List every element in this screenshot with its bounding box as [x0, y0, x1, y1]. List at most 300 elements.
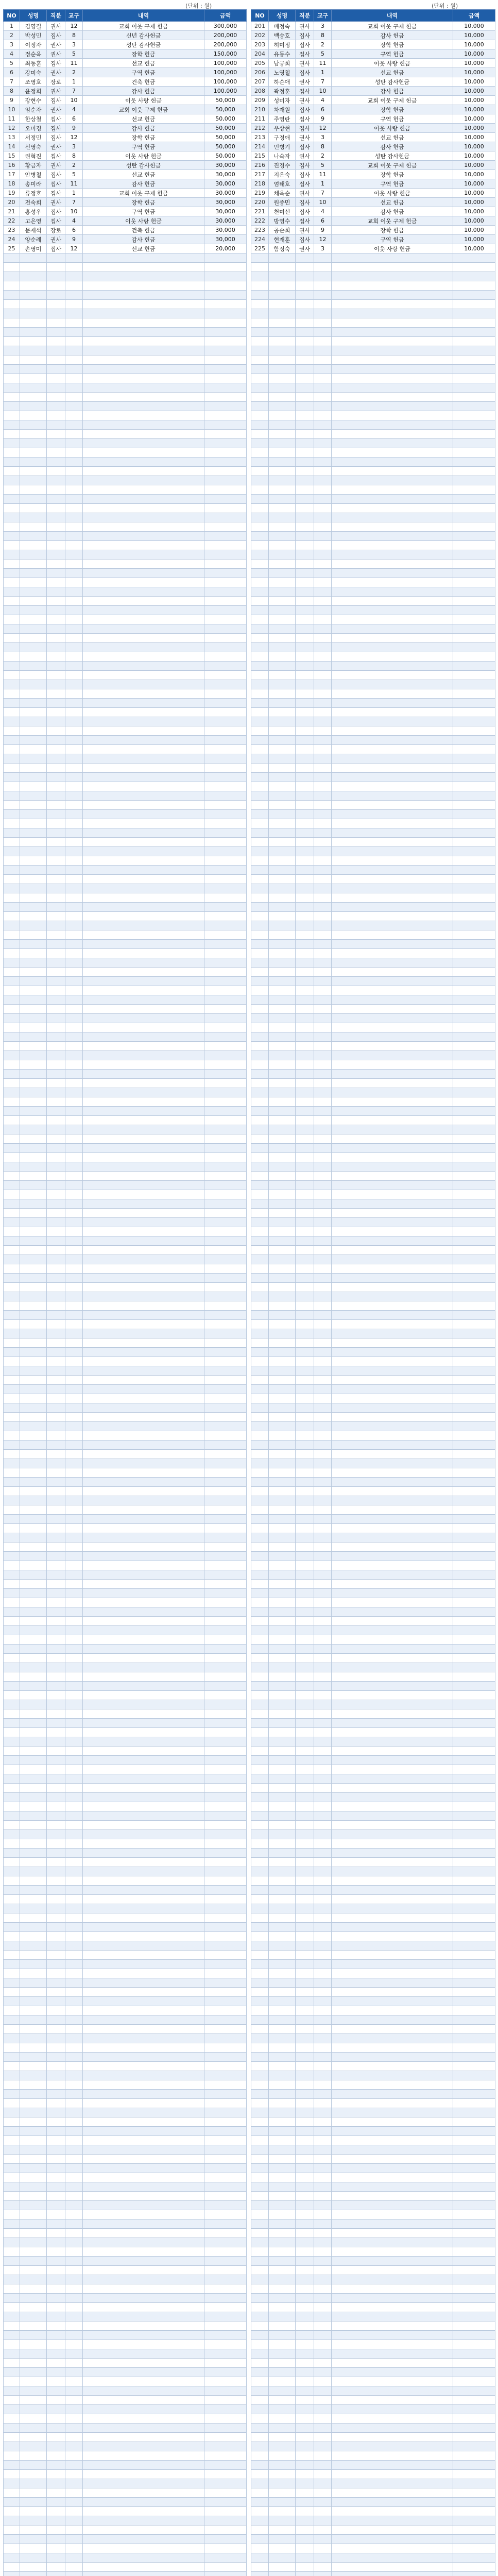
cell-memo: [332, 838, 453, 847]
blank-row: [251, 2173, 495, 2182]
cell-name: [20, 1468, 47, 1478]
cell-name: [20, 1663, 47, 1672]
blank-row: [4, 893, 247, 903]
cell-amount: [453, 597, 495, 606]
cell-district: [314, 300, 332, 309]
cell-title: [296, 2563, 314, 2572]
cell-title: [47, 643, 65, 652]
cell-district: [314, 1607, 332, 1617]
cell-district: [65, 1422, 83, 1431]
cell-no: [251, 2498, 269, 2507]
cell-title: [47, 1459, 65, 1468]
cell-memo: [332, 1274, 453, 1283]
cell-district: [314, 374, 332, 383]
blank-row: [4, 513, 247, 522]
cell-memo: [332, 281, 453, 291]
cell-name: [20, 1496, 47, 1505]
cell-amount: [204, 1830, 247, 1839]
cell-district: [314, 467, 332, 476]
cell-amount: 10,000: [453, 216, 495, 226]
cell-title: [296, 1301, 314, 1311]
cell-no: [4, 2071, 20, 2080]
blank-row: [4, 448, 247, 457]
cell-name: [269, 1162, 296, 1172]
cell-amount: [453, 1190, 495, 1199]
cell-district: [314, 2080, 332, 2090]
cell-title: [296, 2219, 314, 2229]
cell-title: [47, 550, 65, 560]
cell-name: [20, 1246, 47, 1255]
cell-amount: [204, 291, 247, 300]
blank-row: [251, 2331, 495, 2340]
cell-memo: 장학 헌금: [332, 105, 453, 114]
cell-title: [296, 1552, 314, 1561]
cell-memo: [83, 1487, 204, 1496]
cell-name: [20, 680, 47, 689]
cell-amount: [453, 309, 495, 318]
cell-name: [269, 2145, 296, 2155]
blank-row: [4, 1431, 247, 1440]
cell-no: [251, 2470, 269, 2479]
cell-memo: [332, 1672, 453, 1682]
cell-title: [47, 884, 65, 893]
cell-name: [269, 1246, 296, 1255]
blank-row: [4, 2414, 247, 2424]
blank-row: [4, 1459, 247, 1468]
cell-title: [47, 1338, 65, 1348]
cell-district: [65, 995, 83, 1005]
cell-district: [65, 253, 83, 263]
cell-name: [20, 2470, 47, 2479]
cell-amount: [453, 1923, 495, 1932]
cell-title: [47, 726, 65, 736]
cell-title: [47, 569, 65, 578]
cell-amount: [453, 1348, 495, 1357]
cell-memo: [332, 940, 453, 949]
cell-memo: [83, 921, 204, 930]
cell-no: [251, 1913, 269, 1923]
cell-no: [4, 1468, 20, 1478]
cell-memo: [332, 346, 453, 355]
cell-amount: [204, 1116, 247, 1125]
cell-name: [20, 1682, 47, 1691]
cell-title: [296, 1032, 314, 1042]
cell-title: [47, 1552, 65, 1561]
cell-amount: [453, 2526, 495, 2535]
cell-no: [4, 782, 20, 791]
blank-row: [4, 1403, 247, 1413]
cell-amount: [453, 1153, 495, 1162]
blank-row: [4, 1107, 247, 1116]
blank-row: [251, 1663, 495, 1672]
cell-memo: [83, 2405, 204, 2414]
cell-memo: [83, 930, 204, 940]
cell-district: [65, 1802, 83, 1811]
cell-district: [314, 1543, 332, 1552]
cell-amount: [204, 550, 247, 560]
cell-memo: [83, 624, 204, 634]
cell-amount: [453, 606, 495, 615]
cell-amount: [204, 2080, 247, 2090]
cell-no: [4, 1496, 20, 1505]
cell-name: [20, 2442, 47, 2451]
cell-district: [314, 1533, 332, 1543]
blank-row: [4, 1357, 247, 1366]
cell-no: 223: [251, 226, 269, 235]
cell-name: [20, 1784, 47, 1793]
blank-row: [4, 1802, 247, 1811]
cell-name: [269, 912, 296, 921]
cell-memo: [83, 2544, 204, 2553]
blank-row: [4, 1255, 247, 1264]
cell-memo: 장학 헌금: [83, 49, 204, 59]
cell-no: [251, 1960, 269, 1969]
cell-no: [4, 504, 20, 513]
cell-name: [20, 810, 47, 819]
cell-no: [251, 2247, 269, 2257]
cell-name: 류정호: [20, 189, 47, 198]
cell-title: 집사: [47, 244, 65, 253]
blank-row: [4, 2424, 247, 2433]
column-header-amount: 금액: [204, 10, 247, 22]
cell-district: [65, 1320, 83, 1329]
cell-no: [4, 1264, 20, 1274]
cell-memo: [332, 726, 453, 736]
cell-amount: [204, 281, 247, 291]
cell-district: [65, 402, 83, 411]
blank-row: [4, 1784, 247, 1793]
cell-district: [314, 986, 332, 995]
cell-name: [20, 949, 47, 958]
cell-title: [296, 2377, 314, 2386]
cell-district: [314, 1199, 332, 1209]
cell-amount: [204, 495, 247, 504]
cell-amount: 100,000: [204, 59, 247, 68]
cell-name: [20, 430, 47, 439]
blank-row: [251, 930, 495, 940]
cell-name: [20, 2284, 47, 2294]
cell-name: [269, 448, 296, 457]
cell-district: [314, 893, 332, 903]
cell-title: [47, 2219, 65, 2229]
cell-name: [269, 1153, 296, 1162]
cell-district: 1: [65, 77, 83, 87]
cell-no: 6: [4, 68, 20, 77]
cell-title: [47, 1348, 65, 1357]
cell-district: [314, 2192, 332, 2201]
cell-memo: [332, 365, 453, 374]
cell-name: [20, 1765, 47, 1774]
cell-amount: [453, 2377, 495, 2386]
cell-title: [296, 1654, 314, 1663]
cell-no: [4, 1607, 20, 1617]
cell-district: [314, 309, 332, 318]
cell-memo: [332, 1042, 453, 1051]
cell-district: [65, 2025, 83, 2034]
cell-memo: [83, 2563, 204, 2572]
cell-no: 211: [251, 114, 269, 124]
cell-title: [47, 2043, 65, 2053]
cell-title: [47, 1014, 65, 1023]
cell-title: [296, 309, 314, 318]
cell-memo: [83, 291, 204, 300]
cell-name: [269, 2516, 296, 2526]
cell-name: [20, 2219, 47, 2229]
cell-memo: [83, 1830, 204, 1839]
cell-no: [251, 2219, 269, 2229]
table-row: [251, 235, 495, 244]
cell-no: [251, 1478, 269, 1487]
cell-title: 권사: [47, 105, 65, 114]
cell-amount: [453, 1264, 495, 1274]
cell-district: [65, 1747, 83, 1756]
cell-name: [20, 930, 47, 940]
table-row: [251, 40, 495, 49]
cell-title: [47, 1932, 65, 1941]
cell-no: [4, 2516, 20, 2526]
cell-district: [314, 968, 332, 977]
cell-title: [47, 1236, 65, 1246]
cell-name: [269, 819, 296, 828]
cell-memo: 성탄 감사헌금: [332, 77, 453, 87]
cell-no: [4, 1886, 20, 1895]
blank-row: [251, 1329, 495, 1338]
cell-district: [65, 513, 83, 522]
blank-row: [251, 1079, 495, 1088]
blank-row: [4, 2219, 247, 2229]
cell-amount: [204, 2433, 247, 2442]
cell-memo: [83, 2386, 204, 2396]
cell-memo: [332, 717, 453, 726]
cell-no: [4, 1533, 20, 1543]
cell-memo: 이웃 사랑 헌금: [83, 151, 204, 161]
cell-district: [314, 1070, 332, 1079]
cell-amount: [453, 1904, 495, 1913]
cell-title: [47, 2015, 65, 2025]
cell-amount: [453, 1533, 495, 1543]
cell-amount: [453, 1765, 495, 1774]
cell-title: [296, 1802, 314, 1811]
cell-no: [251, 1672, 269, 1682]
cell-amount: [204, 457, 247, 467]
cell-title: [47, 2136, 65, 2145]
cell-amount: [453, 1236, 495, 1246]
cell-memo: 장학 헌금: [332, 40, 453, 49]
cell-title: [296, 968, 314, 977]
cell-district: [65, 1886, 83, 1895]
cell-amount: [453, 263, 495, 272]
cell-amount: [204, 541, 247, 550]
cell-title: [296, 903, 314, 912]
cell-district: [314, 2303, 332, 2312]
cell-memo: [83, 2572, 204, 2576]
cell-memo: [83, 467, 204, 476]
cell-no: [4, 2108, 20, 2117]
cell-amount: 10,000: [453, 105, 495, 114]
blank-row: [251, 328, 495, 337]
cell-name: [20, 1440, 47, 1450]
cell-amount: [204, 1969, 247, 1978]
cell-amount: 10,000: [453, 59, 495, 68]
cell-no: [4, 485, 20, 495]
cell-no: 220: [251, 198, 269, 207]
cell-name: [20, 550, 47, 560]
cell-name: [20, 291, 47, 300]
cell-district: 7: [65, 198, 83, 207]
blank-row: [251, 1060, 495, 1070]
cell-amount: [453, 476, 495, 485]
cell-amount: [204, 300, 247, 309]
cell-name: [20, 1895, 47, 1904]
cell-title: [296, 2155, 314, 2164]
cell-no: [4, 1821, 20, 1830]
cell-district: [65, 300, 83, 309]
cell-memo: [83, 1709, 204, 1719]
cell-title: [47, 1134, 65, 1144]
cell-name: [269, 1218, 296, 1227]
cell-name: [20, 2572, 47, 2576]
cell-title: [296, 652, 314, 662]
cell-name: [269, 2164, 296, 2173]
cell-title: [47, 791, 65, 801]
cell-name: [20, 1617, 47, 1626]
cell-title: [296, 1635, 314, 1645]
cell-title: [296, 856, 314, 866]
cell-name: [269, 1097, 296, 1107]
cell-district: [314, 253, 332, 263]
cell-name: [269, 1413, 296, 1422]
cell-no: [251, 2108, 269, 2117]
cell-title: [296, 393, 314, 402]
cell-memo: [83, 411, 204, 420]
cell-no: [4, 569, 20, 578]
cell-no: [4, 1209, 20, 1218]
cell-district: [65, 1811, 83, 1821]
blank-row: [4, 2071, 247, 2080]
cell-title: [296, 2145, 314, 2155]
cell-name: [20, 2498, 47, 2507]
cell-name: [269, 402, 296, 411]
cell-memo: [83, 875, 204, 884]
cell-district: [314, 587, 332, 597]
cell-memo: [332, 569, 453, 578]
blank-row: [4, 1913, 247, 1923]
cell-name: [269, 2368, 296, 2377]
cell-district: [314, 2386, 332, 2396]
cell-name: [269, 2414, 296, 2424]
cell-name: [20, 383, 47, 393]
cell-name: [269, 1450, 296, 1459]
cell-memo: [332, 1032, 453, 1042]
cell-name: [269, 2219, 296, 2229]
cell-name: [20, 402, 47, 411]
cell-no: [251, 2266, 269, 2275]
cell-district: [65, 1570, 83, 1580]
cell-title: [47, 1042, 65, 1051]
blank-row: [4, 606, 247, 615]
cell-name: [20, 2201, 47, 2210]
cell-memo: 이웃 사랑 헌금: [83, 216, 204, 226]
blank-row: [4, 1617, 247, 1626]
cell-amount: [453, 1570, 495, 1580]
cell-district: [314, 2294, 332, 2303]
cell-title: [296, 1116, 314, 1125]
cell-district: [314, 662, 332, 671]
cell-name: [269, 1292, 296, 1301]
cell-title: [47, 1422, 65, 1431]
cell-no: [4, 1802, 20, 1811]
cell-name: [20, 1005, 47, 1014]
cell-memo: [83, 2099, 204, 2108]
cell-title: [47, 866, 65, 875]
cell-memo: [332, 1886, 453, 1895]
blank-row: [4, 1635, 247, 1645]
cell-amount: [204, 1218, 247, 1227]
cell-amount: [204, 1385, 247, 1394]
blank-row: [4, 819, 247, 828]
cell-name: [269, 671, 296, 680]
cell-amount: [204, 1459, 247, 1468]
cell-title: 집사: [296, 235, 314, 244]
cell-no: [251, 912, 269, 921]
cell-no: [251, 281, 269, 291]
cell-district: [314, 819, 332, 828]
cell-memo: [83, 1941, 204, 1951]
cell-no: [4, 1682, 20, 1691]
cell-name: [20, 420, 47, 430]
cell-name: 남궁희: [269, 59, 296, 68]
cell-amount: [204, 671, 247, 680]
cell-title: [296, 1246, 314, 1255]
blank-row: [251, 2284, 495, 2294]
cell-amount: [204, 1320, 247, 1329]
cell-district: [314, 1209, 332, 1218]
cell-no: [4, 272, 20, 281]
cell-district: [314, 1867, 332, 1876]
cell-name: [20, 569, 47, 578]
cell-title: [296, 495, 314, 504]
cell-memo: [83, 810, 204, 819]
cell-title: [296, 1932, 314, 1941]
blank-row: [251, 754, 495, 764]
cell-district: [314, 1172, 332, 1181]
cell-title: [47, 1070, 65, 1079]
cell-no: [251, 634, 269, 643]
cell-district: 11: [65, 179, 83, 189]
cell-memo: [332, 1227, 453, 1236]
cell-memo: [83, 1524, 204, 1533]
cell-district: [314, 448, 332, 457]
cell-title: [47, 2414, 65, 2424]
cell-district: [314, 1802, 332, 1811]
cell-name: [269, 1543, 296, 1552]
cell-name: [20, 476, 47, 485]
cell-title: [296, 1941, 314, 1951]
cell-name: [269, 1728, 296, 1737]
blank-row: [251, 2090, 495, 2099]
cell-name: 윤정희: [20, 87, 47, 96]
cell-district: [314, 2424, 332, 2433]
cell-no: [4, 1719, 20, 1728]
cell-name: [20, 1849, 47, 1858]
cell-title: [296, 717, 314, 726]
cell-memo: [332, 1459, 453, 1468]
cell-memo: [83, 1366, 204, 1376]
cell-title: 집사: [47, 31, 65, 40]
cell-name: 손영미: [20, 244, 47, 253]
cell-memo: [83, 374, 204, 383]
cell-no: [251, 2182, 269, 2192]
